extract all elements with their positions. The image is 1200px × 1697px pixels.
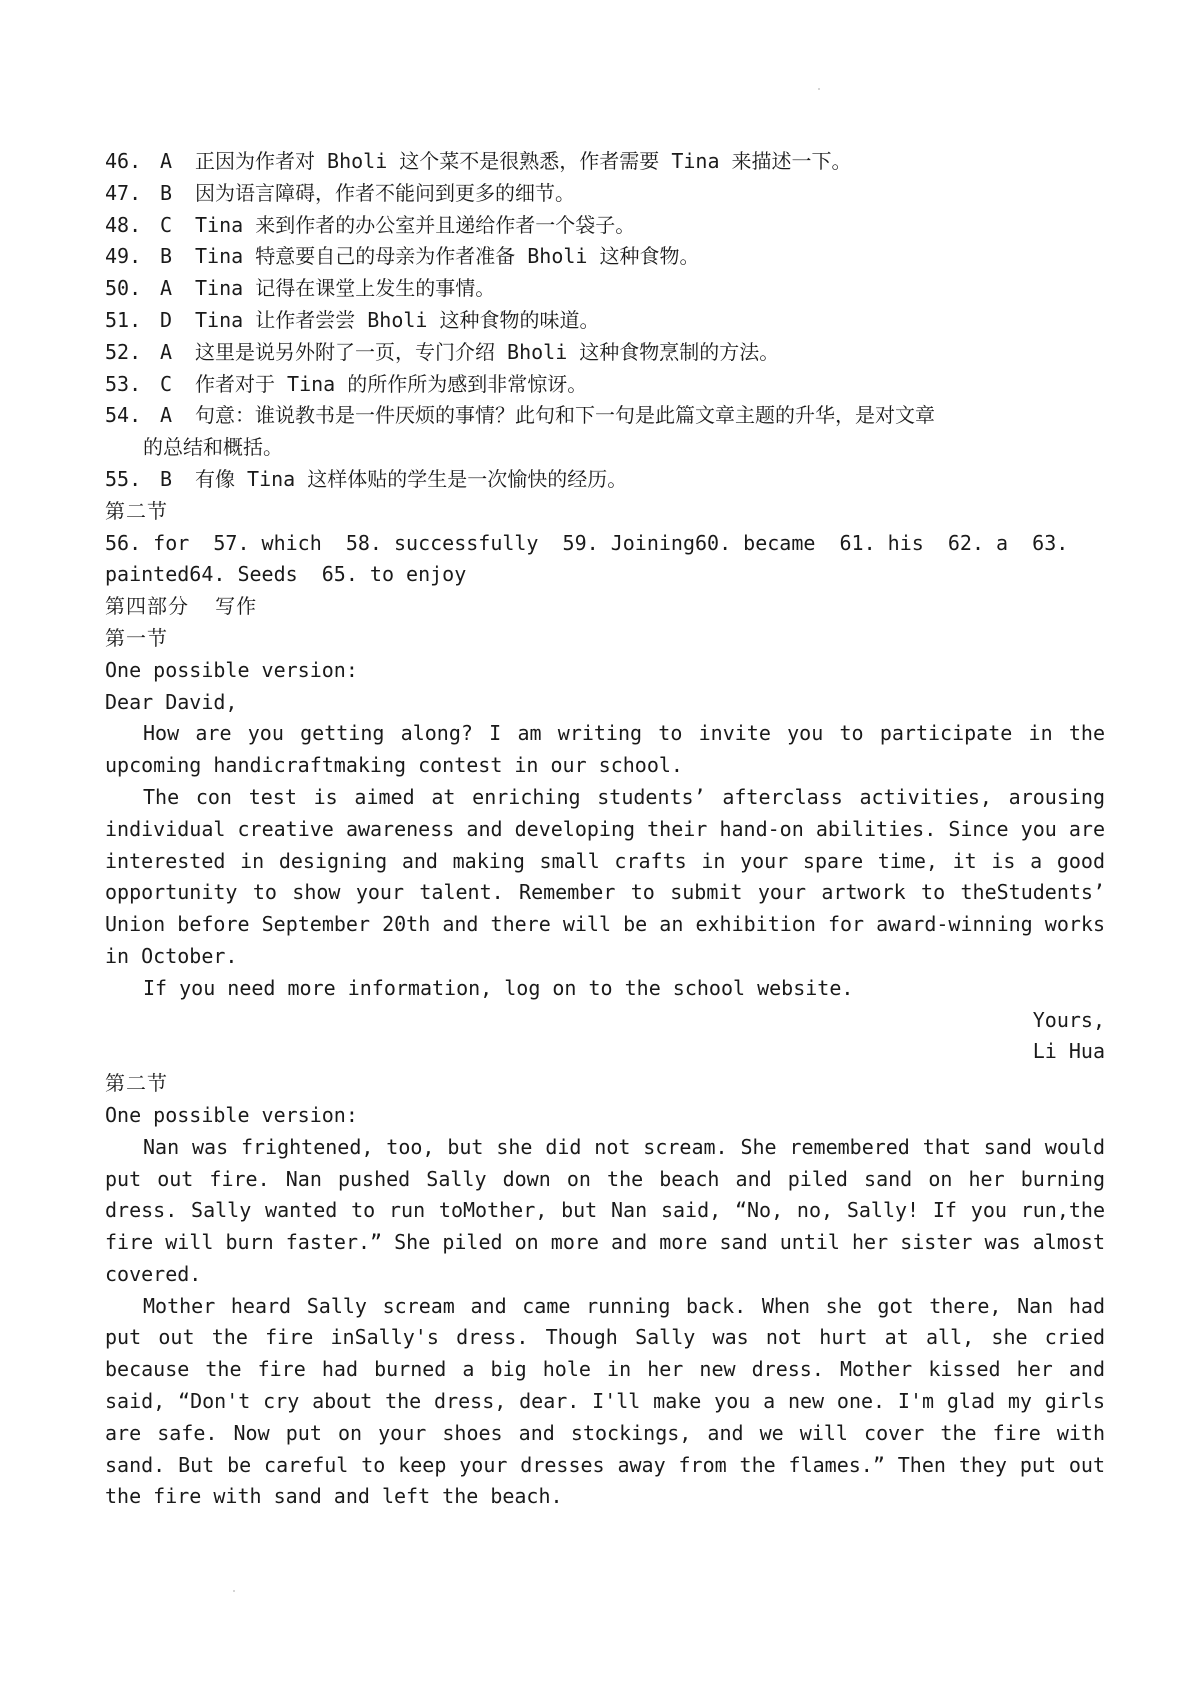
answer-explanation: 有像 Tina 这样体贴的学生是一次愉快的经历。 [195, 466, 628, 491]
answer-item [105, 464, 1105, 496]
answer-item [105, 146, 1105, 178]
answer-option: B [160, 180, 173, 205]
letter-salutation: Dear David, [105, 689, 238, 714]
answer-key-page [105, 146, 1105, 1513]
answer-option: D [160, 307, 173, 332]
fill-in-answers-line: painted64. Seeds 65. to enjoy [105, 562, 467, 587]
question-number: 49. [105, 244, 142, 269]
answer-item [105, 369, 1105, 401]
answer-option: A [160, 276, 173, 301]
question-number: 53. [105, 371, 142, 396]
fill-in-answers-line: 56. for 57. which 58. successfully 59. Joining60. became 61. his 62. a 63. [105, 530, 1069, 555]
answer-explanation: Tina 让作者尝尝 Bholi 这种食物的味道。 [195, 307, 600, 332]
letter-paragraph: How are you getting along? I am writing to invite you to participate in the upcoming handicraftmaking contest in our school. [105, 721, 1105, 778]
answer-item [105, 273, 1105, 305]
answer-explanation: 因为语言障碍，作者不能问到更多的细节。 [195, 180, 575, 205]
answer-explanation: Tina 来到作者的办公室并且递给作者一个袋子。 [195, 212, 636, 237]
answer-explanation: 正因为作者对 Bholi 这个菜不是很熟悉，作者需要 Tina 来描述一下。 [195, 149, 852, 173]
question-number: 48. [105, 212, 142, 237]
sample-intro: One possible version: [105, 657, 358, 682]
sample-intro: One possible version: [105, 1102, 358, 1127]
scan-speck-top [818, 88, 820, 90]
letter-paragraph: If you need more information, log on to the school website. [143, 975, 854, 1000]
scan-speck-bottom [233, 1590, 235, 1592]
question-number: 47. [105, 180, 142, 205]
answer-option: C [160, 212, 173, 237]
answer-item [105, 178, 1105, 210]
story-paragraph: Mother heard Sally scream and came running back. When she got there, Nan had put out the fire inSally's dress. Though Sally was not hurt at all, she cried because the fire had burned a big hole in her new dress. Mother kissed her and said, “Don't cry about the dress, dear. I'll make you a new one. I'm glad my girls are safe. Now put on your shoes and stockings, and we will cover the fire with sand. But be careful to keep your dresses away from the flames.” Then they put out the fire with sand and left the beach. [105, 1293, 1105, 1509]
answer-option: A [160, 149, 173, 173]
question-number: 50. [105, 276, 142, 301]
answer-item [105, 305, 1105, 337]
answer-explanation: Tina 特意要自己的母亲为作者准备 Bholi 这种食物。 [195, 244, 700, 269]
question-number: 55. [105, 466, 142, 491]
answer-option: C [160, 371, 173, 396]
letter-paragraph: The con test is aimed at enriching students’ afterclass activities, arousing individual creative awareness and developing their hand-on abilities. Since you are interested in designing and making small crafts in your spare time, it is a good opportunity to show your talent. Remember to submit your artwork to theStudents’ Union before September 20th and there will be an exhibition for award-winning works in October. [105, 784, 1105, 968]
answer-explanation: 作者对于 Tina 的所作所为感到非常惊讶。 [195, 371, 588, 396]
answer-item [105, 400, 1105, 432]
answer-option: A [160, 339, 173, 364]
answer-explanation-continued: 的总结和概括。 [143, 435, 283, 460]
answer-explanation: Tina 记得在课堂上发生的事情。 [195, 276, 496, 301]
section-heading: 第二节 [105, 1071, 168, 1096]
story-paragraph: Nan was frightened, too, but she did not scream. She remembered that sand would put out fire. Nan pushed Sally down on the beach and piled sand on her burning dress. Sally wanted to run toMother, but Nan said, “No, no, Sally! If you run,the fire will burn faster.” She piled on more and more sand until her sister was almost covered. [105, 1134, 1105, 1286]
answer-item [105, 241, 1105, 273]
question-number: 46. [105, 149, 142, 173]
section-heading: 第二节 [105, 498, 168, 523]
answer-option: B [160, 244, 173, 269]
answer-explanation: 句意：谁说教书是一件厌烦的事情？此句和下一句是此篇文章主题的升华，是对文章 [195, 403, 935, 428]
question-number: 51. [105, 307, 142, 332]
letter-signature: Li Hua [1032, 1039, 1105, 1064]
answer-item [105, 210, 1105, 242]
letter-closing: Yours, [1032, 1007, 1105, 1032]
part-heading: 第四部分 写作 [105, 594, 258, 619]
section-heading: 第一节 [105, 625, 168, 650]
answer-option: A [160, 403, 173, 428]
question-number: 54. [105, 403, 142, 428]
answer-item [105, 337, 1105, 369]
answer-option: B [160, 466, 173, 491]
answer-explanation: 这里是说另外附了一页，专门介绍 Bholi 这种食物烹制的方法。 [195, 339, 780, 364]
question-number: 52. [105, 339, 142, 364]
